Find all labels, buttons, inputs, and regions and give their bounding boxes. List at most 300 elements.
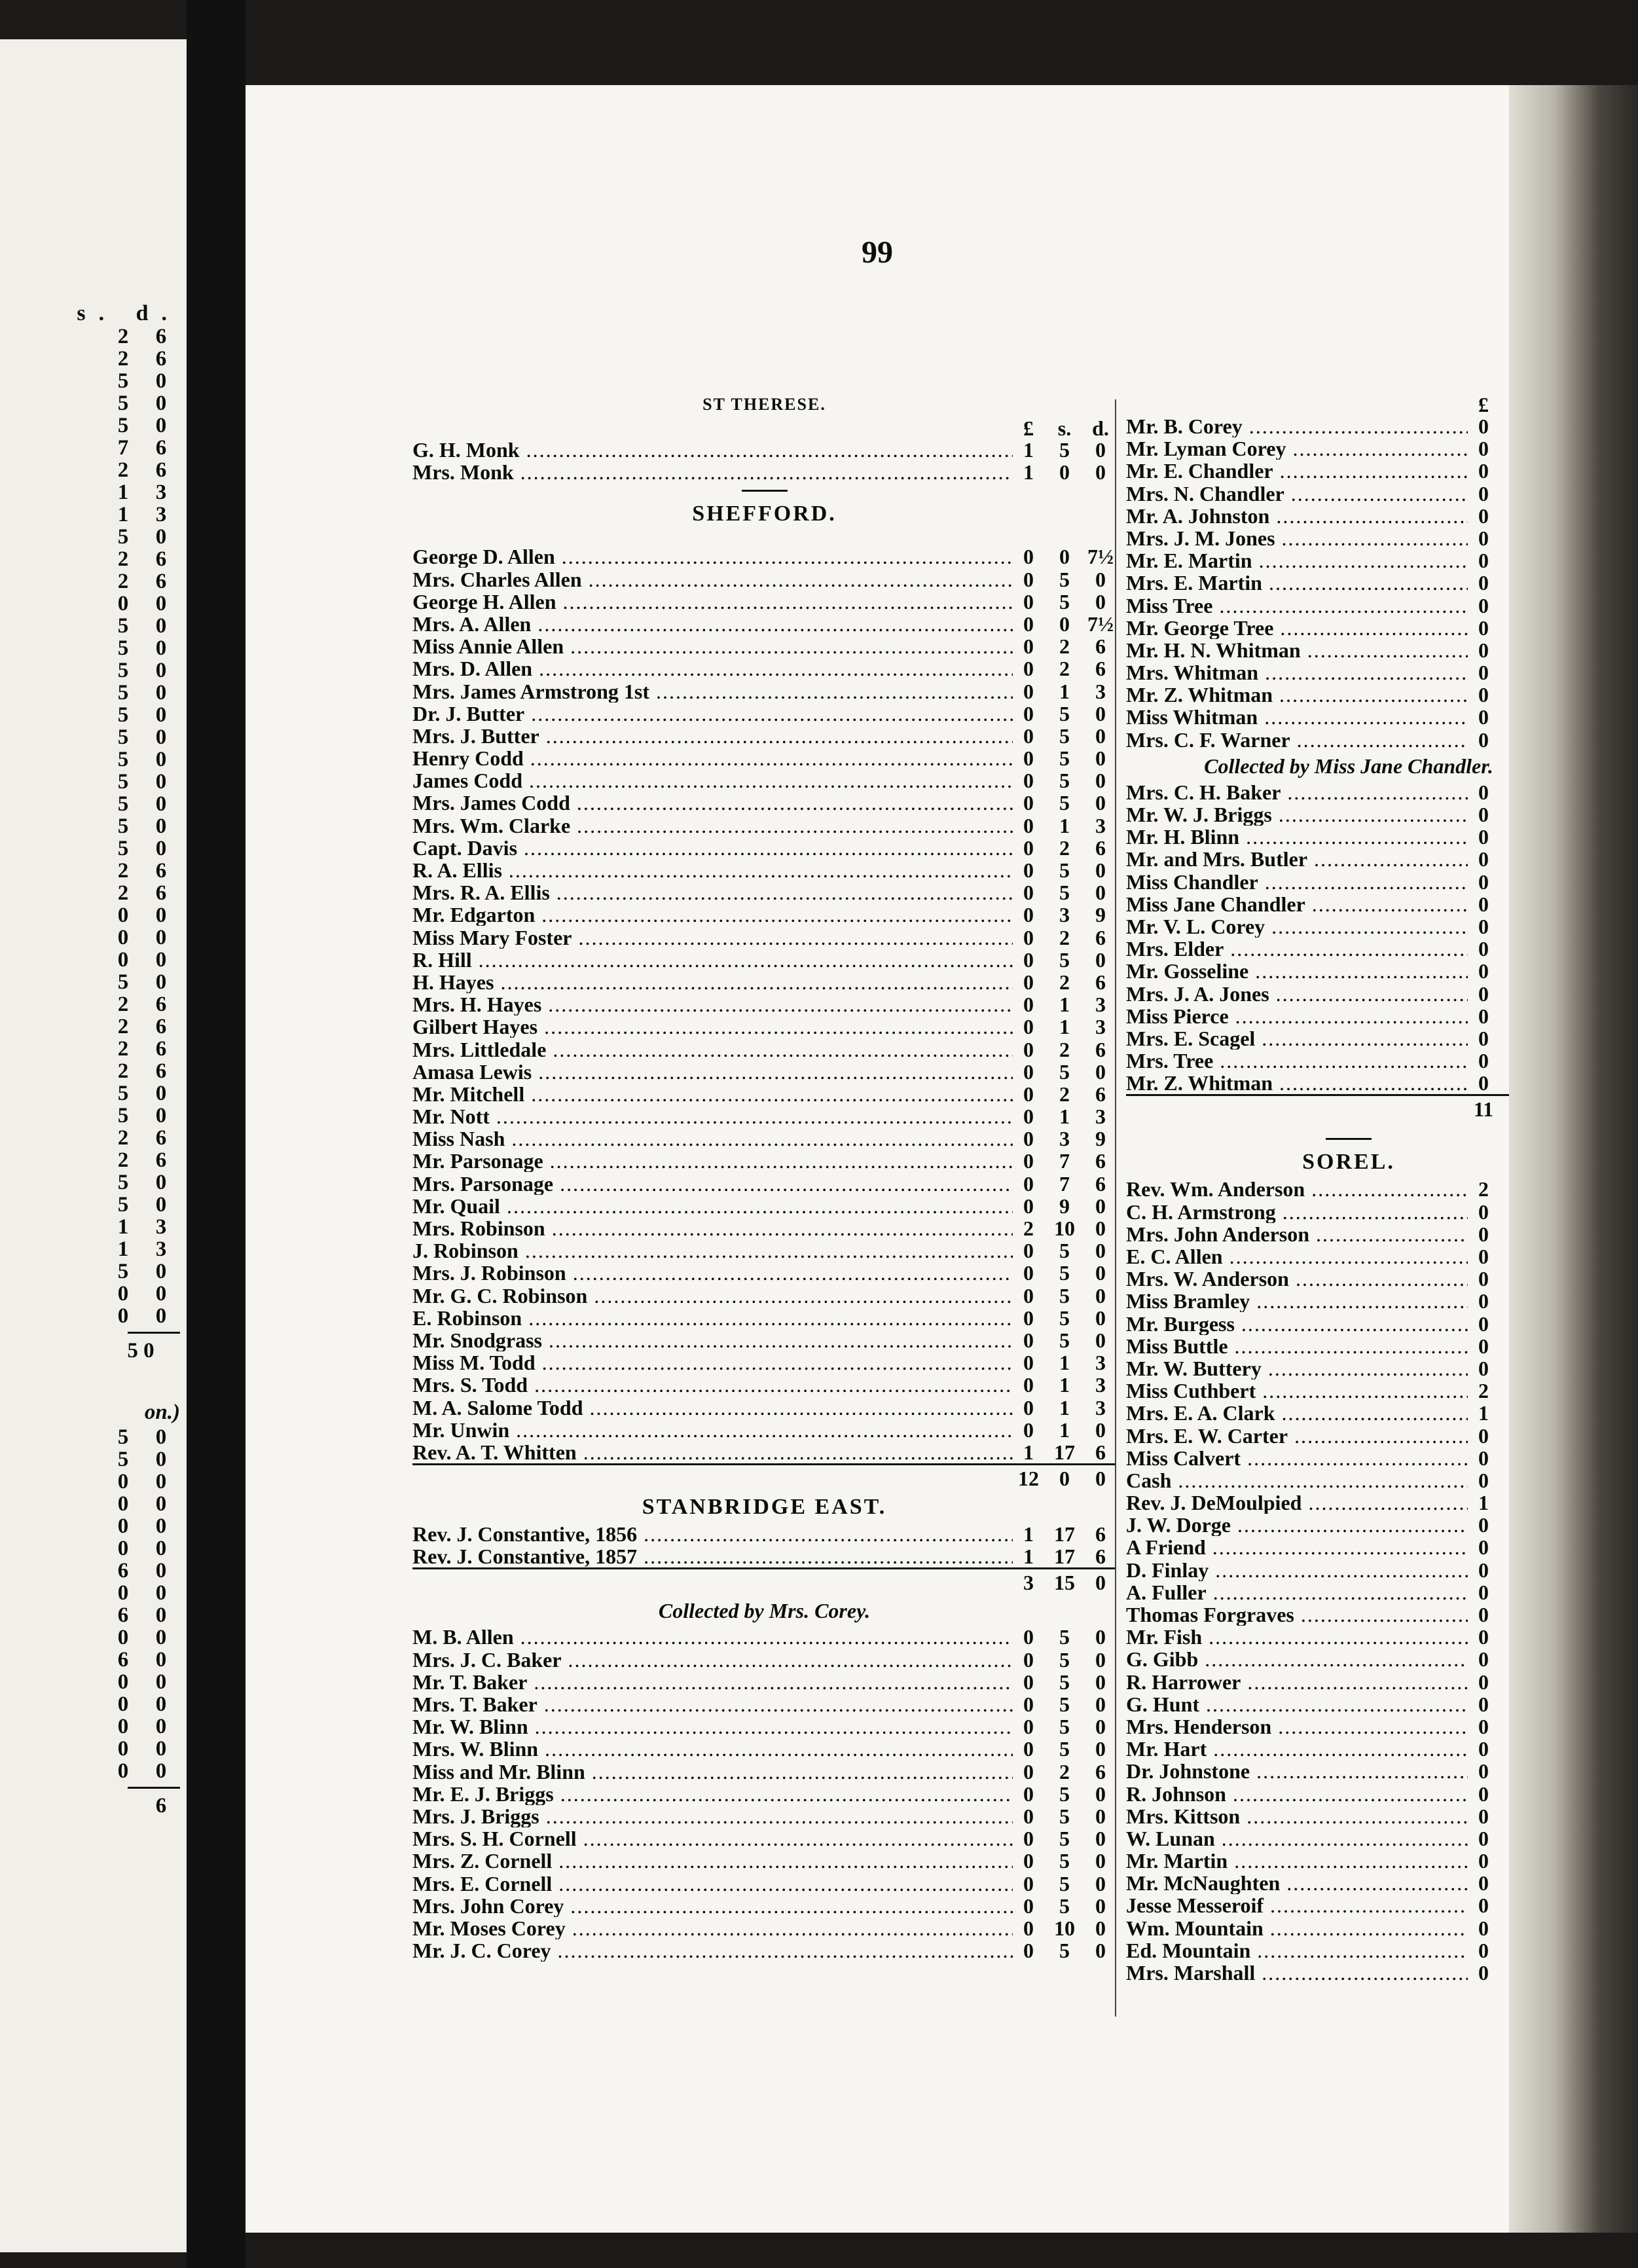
- subscriber-name: R. Hill .....: [412, 949, 1013, 971]
- left-page-amount-row: [16, 1626, 180, 1648]
- subscriber-row: [1126, 1536, 1571, 1558]
- page-number: 99: [862, 235, 893, 270]
- subscriber-row: [1126, 415, 1571, 437]
- pounds: 0: [1023, 1059, 1034, 1084]
- subscriber-row: [1126, 1402, 1571, 1424]
- pounds: 0: [1478, 1334, 1489, 1358]
- shillings: 5: [1059, 1625, 1070, 1649]
- shillings: 5: [1059, 701, 1070, 725]
- pounds: 0: [1023, 1261, 1034, 1285]
- pounds: 2: [1478, 1379, 1489, 1403]
- pence: 0: [155, 414, 167, 437]
- left-page-amount-row: [16, 948, 180, 970]
- column-divider: [1115, 399, 1116, 2017]
- left-page-amount-row: [16, 1715, 180, 1737]
- pence: 3: [1095, 1395, 1106, 1419]
- subscriber-name: Miss Cuthbert .....: [1126, 1380, 1468, 1402]
- left-page-amount-row: [16, 1648, 180, 1670]
- subscriber-row: [412, 1061, 1116, 1083]
- pounds: 0: [1478, 1849, 1489, 1873]
- pence: 0: [1095, 1216, 1106, 1240]
- left-page-amount-row: [16, 881, 180, 904]
- pounds: 0: [1023, 1893, 1034, 1918]
- subscriber-name: Miss Calvert .....: [1126, 1447, 1468, 1469]
- pounds: 1: [1023, 438, 1034, 462]
- pence: 3: [1095, 813, 1106, 837]
- subscriber-name: Mr. J. C. Corey .....: [412, 1939, 1013, 1962]
- left-page-amount-row: [16, 1015, 180, 1037]
- subscriber-name: Miss Tree .....: [1126, 594, 1468, 617]
- pence: 9: [1095, 903, 1106, 927]
- shillings: 2: [117, 881, 129, 905]
- pence: 0: [1095, 567, 1106, 591]
- shillings: 1: [1059, 1373, 1070, 1397]
- subscriber-name: Mr. and Mrs. Butler .....: [1126, 848, 1468, 870]
- shillings: 0: [1059, 612, 1070, 636]
- shillings: 2: [117, 1148, 129, 1172]
- left-page-amount-row: [16, 1737, 180, 1759]
- subscriber-row: [412, 1397, 1116, 1419]
- subscriber-name: Mr. W. J. Briggs .....: [1126, 803, 1468, 826]
- subscriber-name: Mr. T. Baker .....: [412, 1671, 1013, 1693]
- subscriber-row: [412, 703, 1116, 725]
- pounds: 0: [1478, 638, 1489, 662]
- left-page-amount-row: [16, 369, 180, 392]
- pounds: 0: [1023, 970, 1034, 994]
- left-page-amount-row: [16, 392, 180, 414]
- subscriber-row: [1126, 1805, 1571, 1827]
- corey-list: [412, 1626, 1116, 1962]
- pounds: 0: [1023, 1759, 1034, 1783]
- left-page-amount-row: [16, 1260, 180, 1282]
- subscriber-row: [1126, 848, 1571, 870]
- pounds: 0: [1478, 1004, 1489, 1028]
- subscriber-row: [412, 1545, 1116, 1567]
- subscriber-name: Mrs. Elder .....: [1126, 938, 1468, 960]
- subscriber-row: [412, 613, 1116, 635]
- subscriber-row: [412, 635, 1116, 657]
- subscriber-row: [412, 1262, 1116, 1284]
- pounds: 2: [1023, 1216, 1034, 1240]
- subscriber-name: M. A. Salome Todd .....: [412, 1397, 1013, 1419]
- pounds: 0: [1023, 993, 1034, 1017]
- subscriber-row: [412, 1285, 1116, 1307]
- shillings: 5: [117, 1260, 129, 1283]
- shillings: 5: [117, 1171, 129, 1194]
- pence: 6: [1095, 970, 1106, 994]
- subscriber-name: Mrs. Marshall .....: [1126, 1962, 1468, 1984]
- subscriber-row: [412, 461, 1116, 483]
- pounds: 0: [1023, 903, 1034, 927]
- pounds: 0: [1023, 701, 1034, 725]
- subscriber-name: Mrs. A. Allen .....: [412, 613, 1013, 635]
- pence: 0: [155, 1581, 167, 1605]
- pounds: 0: [1478, 1737, 1489, 1761]
- pence: 6: [1095, 1759, 1106, 1783]
- pounds: 0: [1478, 1782, 1489, 1806]
- section-title-stanbridge: STANBRIDGE EAST.: [642, 1495, 887, 1520]
- pence: 6: [155, 570, 167, 593]
- shillings: 5: [1059, 1849, 1070, 1873]
- subscriber-row: [412, 1873, 1116, 1895]
- subscriber-name: Miss Buttle .....: [1126, 1335, 1468, 1357]
- left-page-amount-row: [16, 1692, 180, 1715]
- pounds: 0: [1478, 914, 1489, 938]
- pence: 0: [1095, 1939, 1106, 1963]
- pounds: 0: [1023, 813, 1034, 837]
- subscriber-row: [1126, 1715, 1571, 1738]
- subscriber-name: Mrs. E. Martin .....: [1126, 572, 1468, 594]
- subscriber-row: [412, 1917, 1116, 1939]
- left-page-amount-row: [16, 1759, 180, 1782]
- subscriber-name: Mrs. J. C. Baker .....: [412, 1649, 1013, 1671]
- subscriber-row: [412, 680, 1116, 703]
- pounds: 1: [1023, 1545, 1034, 1569]
- shillings: 5: [1059, 1939, 1070, 1963]
- pence: 6: [155, 859, 167, 883]
- shillings: 5: [117, 837, 129, 860]
- subscriber-name: Amasa Lewis .....: [412, 1061, 1013, 1083]
- subscriber-name: Rev. A. T. Whitten .....: [412, 1441, 1013, 1463]
- subscriber-name: Mrs. N. Chandler .....: [1126, 483, 1468, 505]
- pence: 0: [155, 1715, 167, 1738]
- subscriber-row: [1126, 1671, 1571, 1693]
- subscriber-row: [1126, 1693, 1571, 1715]
- pence: 6: [1095, 1171, 1106, 1196]
- pounds: 0: [1023, 746, 1034, 771]
- left-page-amount-row: [16, 1037, 180, 1059]
- left-page-collected-fragment: on.): [144, 1400, 180, 1424]
- pence: 0: [155, 1648, 167, 1672]
- subscriber-row: [1126, 1603, 1571, 1626]
- pounds: 0: [1478, 1580, 1489, 1604]
- subscriber-row: [1126, 893, 1571, 915]
- pounds: 0: [1023, 589, 1034, 613]
- left-page-total-rule: [128, 1332, 180, 1334]
- pence: 0: [155, 1759, 167, 1783]
- pence: 6: [155, 547, 167, 571]
- subscriber-row: [412, 591, 1116, 613]
- left-page-amount-row: [16, 659, 180, 681]
- subscriber-row: [412, 1419, 1116, 1441]
- subscriber-row: [1126, 639, 1571, 661]
- pounds: 1: [1023, 1522, 1034, 1546]
- subscriber-row: [1126, 549, 1571, 572]
- subscriber-name: G. Hunt .....: [1126, 1693, 1468, 1715]
- left-page-amount-row: [16, 1104, 180, 1126]
- subscriber-row: [1126, 1027, 1571, 1050]
- left-page-amount-row: [16, 1215, 180, 1237]
- left-page-amount-row: [16, 570, 180, 592]
- pounds: 0: [1478, 1049, 1489, 1073]
- pounds: 0: [1478, 803, 1489, 826]
- shillings: 10: [1054, 1916, 1075, 1940]
- pence: 0: [155, 1492, 167, 1516]
- pence: 0: [155, 392, 167, 415]
- left-page-amount-row: [16, 1448, 180, 1470]
- subscriber-row: [412, 1307, 1116, 1329]
- pounds: 0: [1023, 1395, 1034, 1419]
- pence: 0: [155, 614, 167, 638]
- left-page-amount-row: [16, 1171, 180, 1193]
- pounds: 0: [1023, 1105, 1034, 1129]
- shillings: 0: [117, 1670, 129, 1694]
- subscriber-name: Thomas Forgraves .....: [1126, 1603, 1468, 1626]
- left-page-amount-row: [16, 636, 180, 659]
- subscriber-name: Mrs. J. A. Jones .....: [1126, 983, 1468, 1005]
- pence: 0: [155, 1082, 167, 1105]
- pence: 0: [1095, 858, 1106, 882]
- subscriber-name: Miss Mary Foster .....: [412, 926, 1013, 949]
- pounds: 0: [1478, 1804, 1489, 1828]
- subscriber-name: Dr. Johnstone .....: [1126, 1760, 1468, 1782]
- shillings: 1: [1059, 1351, 1070, 1375]
- subscriber-row: [412, 1805, 1116, 1827]
- left-page-amount-row: [16, 859, 180, 881]
- shillings: 2: [117, 1059, 129, 1083]
- subscriber-name: Mrs. S. H. Cornell .....: [412, 1827, 1013, 1850]
- shillings: 5: [117, 1104, 129, 1127]
- pence: 0: [155, 1193, 167, 1216]
- pounds: 0: [1023, 545, 1034, 569]
- subscriber-row: [412, 568, 1116, 591]
- subscriber-name: Mr. Mitchell .....: [412, 1083, 1013, 1105]
- pence: 0: [1095, 1261, 1106, 1285]
- subscriber-row: [1126, 1491, 1571, 1514]
- subscriber-row: [1126, 938, 1571, 960]
- subscriber-row: [1126, 684, 1571, 706]
- subscriber-row: [1126, 1738, 1571, 1760]
- left-page-amount-row: [16, 1282, 180, 1304]
- pence: 3: [1095, 1015, 1106, 1039]
- shillings: 5: [1059, 723, 1070, 748]
- pence: 0: [1095, 1849, 1106, 1873]
- subscriber-row: [1126, 1313, 1571, 1335]
- pence: 0: [155, 1260, 167, 1283]
- shillings: 1: [1059, 1105, 1070, 1129]
- subscriber-name: George H. Allen .....: [412, 591, 1013, 613]
- pounds: 0: [1023, 835, 1034, 860]
- pence: 0: [1095, 701, 1106, 725]
- left-page-amount-row: [16, 1603, 180, 1626]
- shillings: 2: [117, 1037, 129, 1061]
- pence: 3: [1095, 1105, 1106, 1129]
- pounds: 0: [1023, 1871, 1034, 1895]
- subscriber-name: A. Fuller .....: [1126, 1581, 1468, 1603]
- shillings: 2: [117, 347, 129, 371]
- shillings: 2: [1059, 925, 1070, 949]
- shillings: 2: [1059, 1037, 1070, 1061]
- subscriber-row: [412, 439, 1116, 461]
- shillings: 5: [117, 681, 129, 704]
- pence: 0: [1095, 791, 1106, 815]
- shillings: 3: [1059, 903, 1070, 927]
- subscriber-row: [1126, 483, 1571, 505]
- subscriber-name: Mrs. D. Allen .....: [412, 657, 1013, 680]
- subscriber-name: G. Gibb .....: [1126, 1648, 1468, 1670]
- subscriber-name: Mr. Lyman Corey .....: [1126, 437, 1468, 460]
- subscriber-row: [412, 1173, 1116, 1195]
- left-page-amount-row: [16, 904, 180, 926]
- left-page-amount-row: [16, 1670, 180, 1692]
- left-page-amount-row: [16, 993, 180, 1015]
- subscriber-row: [412, 1649, 1116, 1671]
- subscriber-row: [1126, 1268, 1571, 1290]
- pounds: 0: [1478, 1692, 1489, 1716]
- pence: 0: [1095, 1827, 1106, 1851]
- section-title-shefford: SHEFFORD.: [692, 502, 837, 526]
- shillings: 1: [1059, 679, 1070, 703]
- subscriber-name: Jesse Messeroif .....: [1126, 1894, 1468, 1916]
- shillings: 1: [117, 503, 129, 526]
- subscriber-row: [1126, 1201, 1571, 1223]
- pence: 0: [1095, 1194, 1106, 1218]
- pounds: 2: [1478, 1177, 1489, 1201]
- shillings: 0: [117, 948, 129, 972]
- shillings: 5: [1059, 1306, 1070, 1330]
- subscriber-row: [1126, 1760, 1571, 1782]
- shefford-total: 12 0 0: [412, 1463, 1116, 1491]
- shillings: 2: [117, 859, 129, 883]
- shillings: 6: [117, 1648, 129, 1672]
- pounds: 0: [1023, 612, 1034, 636]
- continued-list: [1126, 393, 1571, 751]
- stanbridge-total: 3 15 0: [412, 1567, 1116, 1596]
- subscriber-row: [1126, 1335, 1571, 1357]
- subscriber-name: Miss Nash .....: [412, 1127, 1013, 1150]
- pence: 0: [1095, 1737, 1106, 1761]
- shillings: 5: [117, 703, 129, 727]
- left-page-header: s. d.: [77, 301, 180, 325]
- pence: 0: [155, 1737, 167, 1761]
- pounds: 0: [1023, 1082, 1034, 1106]
- subscriber-row: [412, 1038, 1116, 1061]
- pounds: 0: [1478, 981, 1489, 1006]
- subscriber-name: Mr. E. Chandler .....: [1126, 460, 1468, 482]
- sorel-list: [1126, 1178, 1571, 1984]
- subscriber-row: [1126, 1514, 1571, 1536]
- pounds: 0: [1023, 723, 1034, 748]
- subscriber-row: [1126, 594, 1571, 617]
- pounds: 0: [1023, 1328, 1034, 1352]
- pence: 9: [1095, 1127, 1106, 1151]
- pounds: 0: [1478, 1625, 1489, 1649]
- left-page-amount-row: [16, 1059, 180, 1082]
- subscriber-name: Mrs. J. Butter .....: [412, 725, 1013, 747]
- pence: 0: [1095, 1059, 1106, 1084]
- pounds: 0: [1478, 1871, 1489, 1895]
- stanbridge-list: [412, 1523, 1116, 1567]
- shillings: 5: [1059, 881, 1070, 905]
- pence: 0: [155, 814, 167, 838]
- pounds: 0: [1023, 1351, 1034, 1375]
- shillings: 5: [1059, 858, 1070, 882]
- subscriber-name: R. Johnson .....: [1126, 1783, 1468, 1805]
- pounds: 0: [1478, 1513, 1489, 1537]
- subscriber-row: [412, 769, 1116, 792]
- pence: 0: [155, 1171, 167, 1194]
- shillings: 2: [1059, 1759, 1070, 1783]
- subscriber-row: [1126, 706, 1571, 728]
- subscriber-name: Mr. McNaughten .....: [1126, 1872, 1468, 1894]
- shillings: 2: [117, 1015, 129, 1038]
- pence: 0: [155, 770, 167, 794]
- pence: 0: [1095, 1306, 1106, 1330]
- subscriber-row: [412, 1351, 1116, 1374]
- pence: 6: [155, 1059, 167, 1083]
- subscriber-name: Mr. H. Blinn .....: [1126, 826, 1468, 848]
- book-gutter: [187, 0, 246, 2268]
- pence: 0: [155, 725, 167, 749]
- shillings: 5: [117, 792, 129, 816]
- pence: 0: [1095, 1871, 1106, 1895]
- pounds: 0: [1023, 791, 1034, 815]
- pounds: 0: [1478, 1267, 1489, 1291]
- pence: 0: [155, 1304, 167, 1328]
- subscriber-name: Capt. Davis .....: [412, 837, 1013, 859]
- pounds: 0: [1478, 1468, 1489, 1492]
- shillings: 0: [117, 1304, 129, 1328]
- pounds: 0: [1478, 892, 1489, 916]
- shillings: 7: [1059, 1171, 1070, 1196]
- shillings: 5: [117, 525, 129, 549]
- shillings: 5: [1059, 1059, 1070, 1084]
- left-page-amount-row: [16, 1148, 180, 1171]
- pounds: 0: [1478, 571, 1489, 595]
- subscriber-name: Rev. Wm. Anderson .....: [1126, 1178, 1468, 1200]
- subscriber-row: [1126, 460, 1571, 482]
- shillings: 5: [1059, 1827, 1070, 1851]
- subscriber-name: James Codd .....: [412, 769, 1013, 792]
- subscriber-name: Mrs. Z. Cornell .....: [412, 1850, 1013, 1872]
- pence: 0: [1095, 1239, 1106, 1263]
- subscriber-name: Mrs. T. Baker .....: [412, 1693, 1013, 1715]
- shillings: 1: [1059, 813, 1070, 837]
- pence: 0: [1095, 1418, 1106, 1442]
- subscriber-name: E. C. Allen .....: [1126, 1245, 1468, 1268]
- pence: 6: [155, 458, 167, 482]
- pence: 0: [155, 1470, 167, 1493]
- shillings: 7: [1059, 1149, 1070, 1173]
- shillings: 0: [117, 1737, 129, 1761]
- shillings: 2: [1059, 835, 1070, 860]
- pounds: 1: [1023, 460, 1034, 485]
- subscriber-name: C. H. Armstrong .....: [1126, 1201, 1468, 1223]
- subscriber-row: [1126, 871, 1571, 893]
- subscriber-name: Mr. Parsonage .....: [412, 1150, 1013, 1172]
- subscriber-name: Miss M. Todd .....: [412, 1351, 1013, 1374]
- shillings: 0: [117, 1581, 129, 1605]
- subscriber-name: Mrs. Wm. Clarke .....: [412, 814, 1013, 837]
- left-page-amount-row: [16, 347, 180, 369]
- subscriber-row: [412, 747, 1116, 769]
- subscriber-row: [412, 1150, 1116, 1172]
- subscriber-row: [412, 1895, 1116, 1917]
- pounds: 0: [1478, 1558, 1489, 1582]
- subscriber-name: Mrs. E. W. Carter .....: [1126, 1425, 1468, 1447]
- pence: 3: [1095, 1351, 1106, 1375]
- subscriber-row: [1126, 617, 1571, 639]
- shillings: 5: [117, 725, 129, 749]
- subscriber-name: Mrs. Robinson .....: [412, 1217, 1013, 1239]
- pounds: 0: [1478, 959, 1489, 983]
- pence: 0: [155, 1282, 167, 1306]
- subscriber-row: [412, 1195, 1116, 1217]
- pence: 3: [1095, 1373, 1106, 1397]
- subscriber-row: [1126, 1939, 1571, 1962]
- left-page-amount-row: [16, 970, 180, 993]
- pence: 0: [1095, 1893, 1106, 1918]
